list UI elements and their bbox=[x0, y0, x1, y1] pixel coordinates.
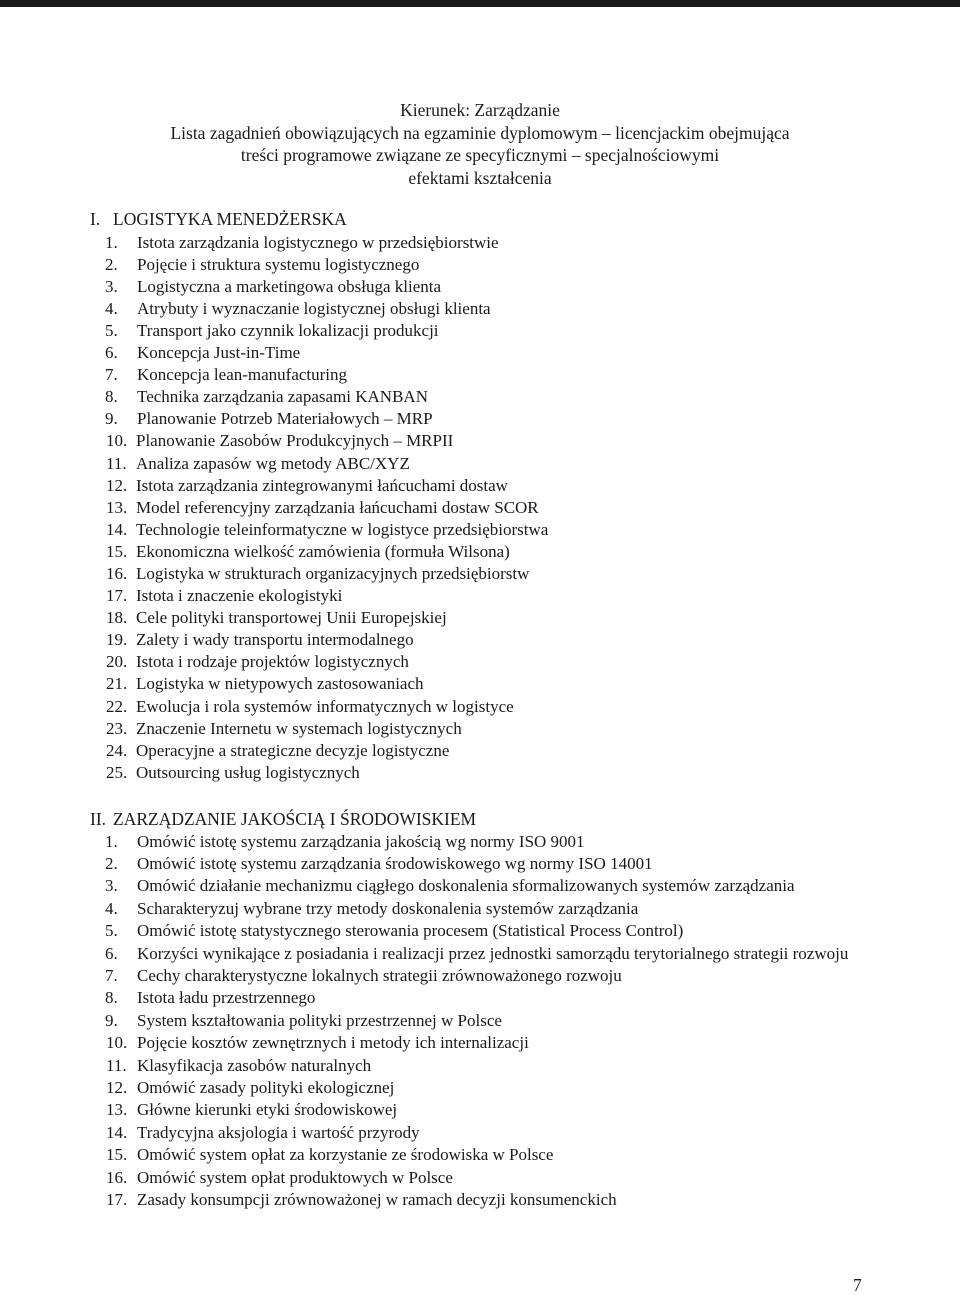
item-text: System kształtowania polityki przestrzennej w Polsce bbox=[137, 1010, 502, 1030]
list-item bbox=[0, 453, 960, 475]
top-rule bbox=[0, 0, 960, 7]
list-item bbox=[0, 232, 960, 254]
header-field-of-study: Kierunek: Zarządzanie bbox=[400, 100, 560, 120]
item-text: Omówić istotę systemu zarządzania środowiskowego wg normy ISO 14001 bbox=[137, 854, 653, 873]
list-item bbox=[0, 987, 960, 1009]
item-number: 8. bbox=[105, 387, 118, 407]
item-text: Cechy charakterystyczne lokalnych strategii zrównoważonego rozwoju bbox=[137, 966, 622, 986]
item-number: 22. bbox=[106, 696, 128, 716]
topic-list bbox=[0, 831, 960, 1212]
item-text: Scharakteryzuj wybrane trzy metody doskonalenia systemów zarządzania bbox=[137, 898, 639, 918]
item-text: Istota ładu przestrzennego bbox=[137, 988, 316, 1008]
item-number: 12. bbox=[106, 1078, 128, 1098]
item-number: 6. bbox=[105, 943, 118, 963]
list-item bbox=[0, 673, 960, 695]
document-header bbox=[0, 99, 960, 189]
list-item bbox=[0, 607, 960, 629]
item-number: 15. bbox=[106, 1145, 128, 1165]
item-number: 4. bbox=[105, 298, 118, 318]
item-text: Logistyka w strukturach organizacyjnych przedsiębiorstw bbox=[136, 564, 530, 583]
section-heading: ZARZĄDZANIE JAKOŚCIĄ I ŚRODOWISKIEM bbox=[113, 809, 477, 829]
list-item bbox=[0, 965, 960, 987]
list-item bbox=[0, 853, 960, 875]
list-item bbox=[0, 1055, 960, 1077]
item-text: Omówić działanie mechanizmu ciągłego doskonalenia sformalizowanych systemów zarządzania bbox=[137, 876, 795, 896]
list-item bbox=[0, 740, 960, 762]
item-number: 21. bbox=[106, 674, 128, 694]
list-item bbox=[0, 497, 960, 519]
item-number: 23. bbox=[106, 718, 128, 738]
item-number: 1. bbox=[105, 831, 118, 851]
section-heading: LOGISTYKA MENEDŻERSKA bbox=[113, 209, 347, 229]
item-number: 10. bbox=[106, 431, 128, 451]
item-number: 8. bbox=[105, 988, 118, 1008]
header-title-line-1: Lista zagadnień obowiązujących na egzaminie dyplomowym – licencjackim obejmująca bbox=[170, 122, 790, 143]
item-number: 6. bbox=[105, 343, 118, 363]
list-item bbox=[0, 585, 960, 607]
item-number: 7. bbox=[105, 365, 118, 385]
list-item bbox=[0, 943, 960, 965]
list-item bbox=[0, 651, 960, 673]
list-item bbox=[0, 875, 960, 897]
item-text: Cele polityki transportowej Unii Europejskiej bbox=[136, 608, 447, 628]
list-item bbox=[0, 563, 960, 585]
list-item bbox=[0, 1010, 960, 1032]
item-text: Logistyka w nietypowych zastosowaniach bbox=[136, 674, 424, 694]
item-number: 17. bbox=[106, 586, 128, 606]
item-number: 9. bbox=[105, 1010, 118, 1030]
list-item bbox=[0, 831, 960, 853]
item-number: 3. bbox=[105, 276, 118, 296]
item-number: 13. bbox=[106, 497, 128, 517]
list-item bbox=[0, 696, 960, 718]
list-item bbox=[0, 1077, 960, 1099]
item-number: 17. bbox=[106, 1190, 128, 1210]
item-text: Pojęcie kosztów zewnętrznych i metody ich internalizacji bbox=[137, 1033, 529, 1053]
list-item bbox=[0, 519, 960, 541]
list-item bbox=[0, 386, 960, 408]
item-number: 16. bbox=[106, 1167, 128, 1187]
list-item bbox=[0, 430, 960, 452]
section-title bbox=[90, 808, 476, 830]
item-text: Model referencyjny zarządzania łańcuchami dostaw SCOR bbox=[136, 497, 539, 517]
item-text: Planowanie Zasobów Produkcyjnych – MRPII bbox=[136, 431, 454, 451]
list-item bbox=[0, 629, 960, 651]
list-item bbox=[0, 920, 960, 942]
item-text: Istota i znaczenie ekologistyki bbox=[136, 586, 343, 606]
item-number: 1. bbox=[105, 232, 118, 252]
item-number: 25. bbox=[106, 762, 128, 782]
item-number: 15. bbox=[106, 541, 128, 561]
header-title-line-3: efektami kształcenia bbox=[408, 167, 552, 188]
item-text: Omówić zasady polityki ekologicznej bbox=[137, 1078, 395, 1098]
list-item bbox=[0, 1122, 960, 1144]
item-text: Operacyjne a strategiczne decyzje logistyczne bbox=[136, 740, 450, 760]
item-text: Atrybuty i wyznaczanie logistycznej obsługi klienta bbox=[137, 298, 491, 318]
item-text: Istota zarządzania logistycznego w przedsiębiorstwie bbox=[137, 232, 499, 252]
list-item bbox=[0, 1032, 960, 1054]
item-number: 20. bbox=[106, 652, 128, 672]
item-number: 12. bbox=[106, 475, 128, 495]
item-text: Planowanie Potrzeb Materiałowych – MRP bbox=[137, 409, 433, 429]
list-item bbox=[0, 408, 960, 430]
item-text: Logistyczna a marketingowa obsługa klienta bbox=[137, 276, 442, 296]
item-text: Technika zarządzania zapasami KANBAN bbox=[137, 387, 428, 407]
item-number: 5. bbox=[105, 921, 118, 941]
list-item bbox=[0, 254, 960, 276]
list-item bbox=[0, 342, 960, 364]
header-title-line-2: treści programowe związane ze specyficznymi – specjalnościowymi bbox=[240, 145, 720, 165]
item-text: Pojęcie i struktura systemu logistycznego bbox=[137, 254, 420, 274]
item-number: 2. bbox=[105, 854, 118, 873]
item-text: Outsourcing usług logistycznych bbox=[136, 762, 360, 782]
item-number: 18. bbox=[106, 608, 128, 628]
item-text: Zalety i wady transportu intermodalnego bbox=[136, 630, 414, 650]
item-text: Koncepcja Just-in-Time bbox=[137, 343, 301, 363]
item-text: Transport jako czynnik lokalizacji produkcji bbox=[137, 320, 439, 340]
item-number: 3. bbox=[105, 876, 118, 896]
list-item bbox=[0, 1189, 960, 1211]
section-number: II. bbox=[90, 809, 107, 829]
list-item bbox=[0, 475, 960, 497]
list-item bbox=[0, 364, 960, 386]
item-text: Koncepcja lean-manufacturing bbox=[137, 365, 348, 385]
section-number: I. bbox=[90, 209, 101, 229]
item-text: Klasyfikacja zasobów naturalnych bbox=[137, 1055, 372, 1075]
item-text: Technologie teleinformatyczne w logistyce przedsiębiorstwa bbox=[136, 519, 549, 539]
list-item bbox=[0, 1167, 960, 1189]
item-text: Ekonomiczna wielkość zamówienia (formuła Wilsona) bbox=[136, 541, 510, 561]
item-text: Główne kierunki etyki środowiskowej bbox=[137, 1100, 398, 1120]
item-number: 4. bbox=[105, 898, 118, 918]
item-number: 16. bbox=[106, 564, 128, 583]
page-number: 7 bbox=[853, 1275, 862, 1295]
list-item bbox=[0, 541, 960, 563]
item-text: Istota zarządzania zintegrowanymi łańcuchami dostaw bbox=[136, 475, 508, 495]
list-item bbox=[0, 718, 960, 740]
list-item bbox=[0, 898, 960, 920]
topic-list bbox=[0, 232, 960, 784]
item-number: 10. bbox=[106, 1033, 128, 1053]
item-number: 11. bbox=[106, 1055, 127, 1075]
item-number: 24. bbox=[106, 740, 128, 760]
item-number: 14. bbox=[106, 1122, 128, 1142]
list-item bbox=[0, 276, 960, 298]
item-text: Istota i rodzaje projektów logistycznych bbox=[136, 652, 409, 672]
item-text: Omówić system opłat produktowych w Polsce bbox=[137, 1167, 453, 1187]
item-text: Znaczenie Internetu w systemach logistycznych bbox=[136, 718, 462, 738]
section-title bbox=[90, 208, 347, 230]
item-number: 11. bbox=[106, 453, 127, 473]
item-number: 14. bbox=[106, 519, 128, 539]
item-number: 19. bbox=[106, 630, 128, 650]
item-text: Korzyści wynikające z posiadania i realizacji przez jednostki samorządu terytorialnego strategii rozwoju bbox=[137, 943, 849, 963]
item-text: Omówić istotę systemu zarządzania jakością wg normy ISO 9001 bbox=[137, 831, 585, 851]
item-number: 7. bbox=[105, 966, 118, 986]
list-item bbox=[0, 1099, 960, 1121]
item-number: 9. bbox=[105, 409, 118, 429]
item-text: Omówić istotę statystycznego sterowania procesem (Statistical Process Control) bbox=[137, 921, 684, 941]
list-item bbox=[0, 298, 960, 320]
list-item bbox=[0, 320, 960, 342]
list-item bbox=[0, 1144, 960, 1166]
item-text: Zasady konsumpcji zrównoważonej w ramach decyzji konsumenckich bbox=[137, 1190, 617, 1210]
list-item bbox=[0, 762, 960, 784]
item-text: Analiza zapasów wg metody ABC/XYZ bbox=[136, 453, 410, 473]
item-number: 5. bbox=[105, 320, 118, 340]
item-text: Tradycyjna aksjologia i wartość przyrody bbox=[137, 1122, 420, 1142]
item-number: 13. bbox=[106, 1100, 128, 1120]
item-number: 2. bbox=[105, 254, 118, 274]
item-text: Omówić system opłat za korzystanie ze środowiska w Polsce bbox=[137, 1145, 554, 1165]
item-text: Ewolucja i rola systemów informatycznych w logistyce bbox=[136, 696, 514, 716]
